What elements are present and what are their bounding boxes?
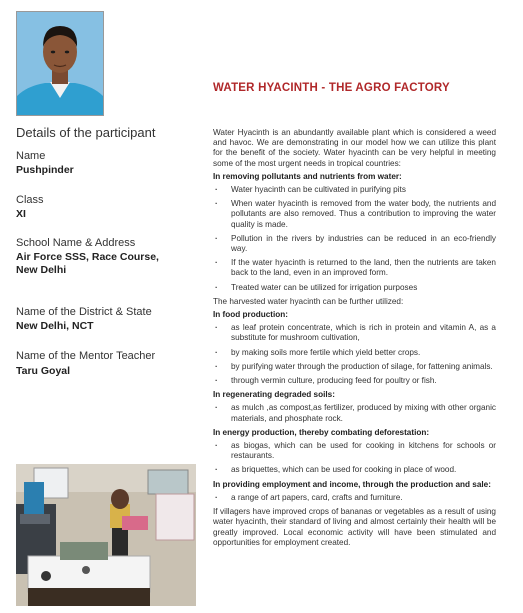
intro-paragraph: Water Hyacinth is an abundantly available plant which is considered a weed and havoc. We are demonstrating in our model how we can utilize this plant for the benefit of the society. Water hyacinth can be very helpful in meeting some of the most urgent needs in tropical countries: bbox=[213, 128, 496, 168]
list-item: · as mulch ,as compost,as fertilizer, produced by mixing with other organic materials, and phosphate rock. bbox=[213, 403, 496, 423]
district-label: Name of the District & State bbox=[16, 306, 152, 318]
lab-image bbox=[16, 464, 196, 606]
section-heading: In food production: bbox=[213, 310, 289, 320]
district-value: New Delhi, NCT bbox=[16, 320, 94, 332]
lab-photo bbox=[16, 464, 196, 606]
class-label: Class bbox=[16, 194, 44, 206]
section-heading: In regenerating degraded soils: bbox=[213, 390, 335, 400]
school-address-line-2: New Delhi bbox=[16, 264, 67, 276]
section-heading: In removing pollutants and nutrients from water: bbox=[213, 171, 402, 181]
list-item: · through vermin culture, producing feed for poultry or fish. bbox=[213, 376, 496, 386]
list-item: · a range of art papers, card, crafts and furniture. bbox=[213, 493, 496, 503]
list-item: · Treated water can be utilized for irrigation purposes bbox=[213, 283, 496, 293]
list-item: · Water hyacinth can be cultivated in purifying pits bbox=[213, 185, 496, 195]
list-item: · Pollution in the rivers by industries can be reduced in an eco-friendly way. bbox=[213, 234, 496, 254]
article-body bbox=[213, 128, 496, 551]
section-list bbox=[213, 403, 496, 423]
name-label: Name bbox=[16, 150, 46, 162]
participant-photo bbox=[16, 11, 104, 116]
participant-details-heading: Details of the participant bbox=[16, 125, 156, 140]
utilization-note: The harvested water hyacinth can be further utilized: bbox=[213, 296, 404, 306]
name-value: Pushpinder bbox=[16, 164, 74, 176]
list-item: · as biogas, which can be used for cooking in kitchens for schools or restaurants. bbox=[213, 441, 496, 461]
list-item: · by purifying water through the production of silage, for fattening animals. bbox=[213, 362, 496, 372]
school-label: School Name & Address bbox=[16, 237, 136, 249]
section-list bbox=[213, 493, 496, 503]
list-item: · When water hyacinth is removed from the water body, the nutrients and pollutants are also removed. Thus a contribution to improving the water quality is made. bbox=[213, 199, 496, 230]
list-item: · If the water hyacinth is returned to the land, then the nutrients are taken back to the land, even in an improved form. bbox=[213, 258, 496, 278]
portrait-image bbox=[17, 12, 103, 115]
list-item: · as leaf protein concentrate, which is rich in protein and vitamin A, as a substitute for mushroom cultivation, bbox=[213, 323, 496, 343]
school-address-line-1: Air Force SSS, Race Course, bbox=[16, 251, 159, 263]
list-item: · by making soils more fertile which yield better crops. bbox=[213, 348, 496, 358]
class-value: XI bbox=[16, 208, 26, 220]
section-list bbox=[213, 441, 496, 476]
section-heading: In providing employment and income, through the production and sale: bbox=[213, 479, 491, 489]
conclusion-paragraph: If villagers have improved crops of bananas or vegetables as a result of using water hyacinth, their standard of living and almost certainly their health will be greatly improved. Local economic activity will have been stimulated and opportunities for employment created. bbox=[213, 507, 496, 547]
article-title: WATER HYACINTH - THE AGRO FACTORY bbox=[213, 82, 450, 94]
section-heading: In energy production, thereby combating deforestation: bbox=[213, 427, 430, 437]
section-list bbox=[213, 323, 496, 386]
mentor-label: Name of the Mentor Teacher bbox=[16, 350, 156, 362]
list-item: · as briquettes, which can be used for cooking in place of wood. bbox=[213, 465, 496, 475]
section-list bbox=[213, 185, 496, 293]
mentor-value: Taru Goyal bbox=[16, 365, 71, 377]
